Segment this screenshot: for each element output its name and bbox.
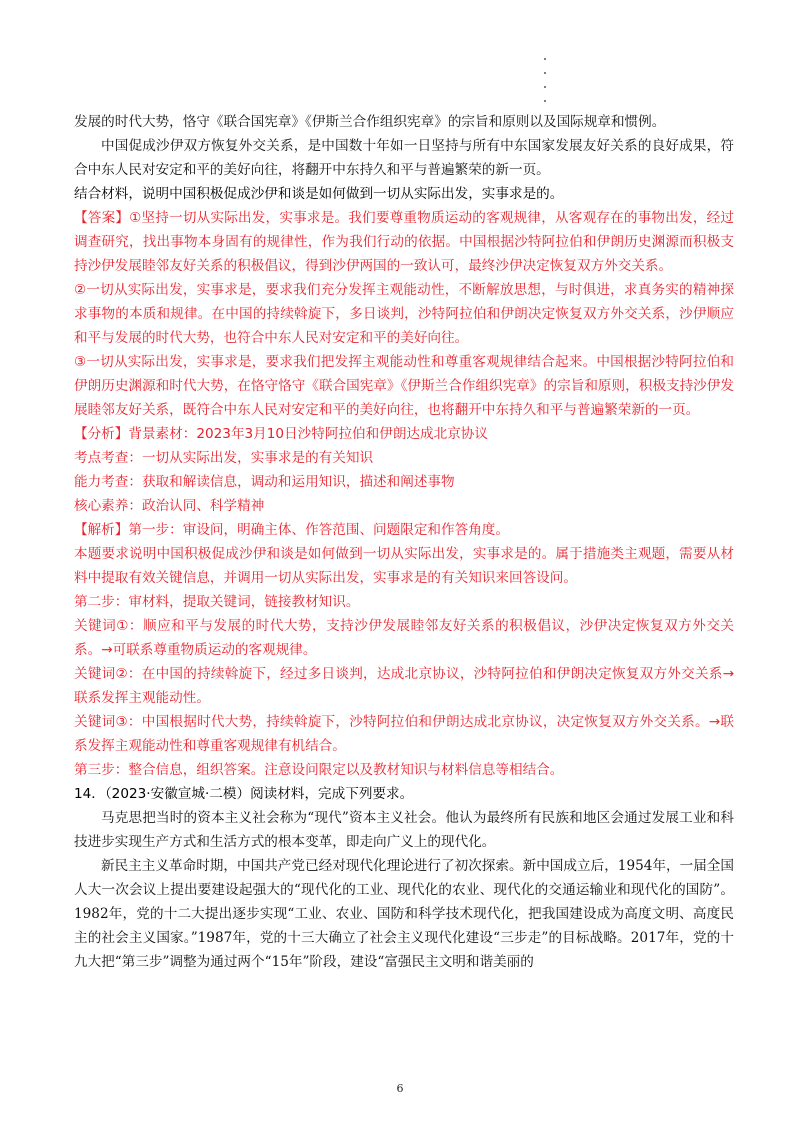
question-14-heading: 14．（2023·安徽宣城·二模）阅读材料，完成下列要求。 — [74, 786, 414, 802]
top-continuation: 发展的时代大势，恪守《联合国宪章》《伊斯兰合作组织宪章》的宗旨和原则以及国际规章和惯例。 — [74, 114, 666, 130]
analysis-ability: 能力考查：获取和解读信息，调动和运用知识，描述和阐述事物 — [74, 474, 455, 490]
decorative-dots — [542, 58, 548, 114]
analysis-literacy: 核心素养：政治认同、科学精神 — [74, 498, 265, 514]
analysis-keyword-3: 关键词③：中国根据时代大势，持续斡旋下，沙特阿拉伯和伊朗达成北京协议，决定恢复双方外交关系。→联系发挥主观能动性和尊重客观规律有机结合。 — [74, 714, 734, 754]
material-paragraph: 中国促成沙伊双方恢复外交关系，是中国数十年如一日坚持与所有中东国家发展友好关系的良好成果，符合中东人民对安定和平的美好向往，将翻开中东持久和平与普遍繁荣的新一页。 — [74, 138, 734, 178]
analysis-knowledge: 考点考查：一切从实际出发，实事求是的有关知识 — [74, 450, 374, 466]
answer-point-2: ②一切从实际出发，实事求是，要求我们充分发挥主观能动性，不断解放思想，与时俱进，求真务实的精神探求事物的本质和规律。在中国的持续斡旋下，多日谈判，沙特阿拉伯和伊朗决定恢复双方外交关系，沙伊顺应和平与发展的时代大势，也符合中东人民对安定和平的美好向往。 — [74, 282, 734, 346]
question-14-para-1: 马克思把当时的资本主义社会称为“现代”资本主义社会。他认为最终所有民族和地区会通过发展工业和科技进步实现生产方式和生活方式的根本变革，即走向广义上的现代化。 — [74, 810, 734, 850]
analysis-keyword-2: 关键词②：在中国的持续斡旋下，经过多日谈判，达成北京协议，沙特阿拉伯和伊朗决定恢复双方外交关系→联系发挥主观能动性。 — [74, 666, 734, 706]
analysis-step3: 第三步：整合信息，组织答案。注意设问限定以及教材知识与材料信息等相结合。 — [74, 762, 564, 778]
question-text: 结合材料，说明中国积极促成沙伊和谈是如何做到一切从实际出发，实事求是的。 — [74, 186, 564, 202]
document-page — [74, 110, 734, 974]
question-14-para-2: 新民主主义革命时期，中国共产党已经对现代化理论进行了初次探索。新中国成立后，1954年，一届全国人大一次会议上提出要建设起强大的“现代化的工业、现代化的农业、现代化的交通运输业和现代化的国防”。1982年，党的十二大提出逐步实现“工业、农业、国防和科学技术现代化，把我国建设成为高度文明、高度民主的社会主义国家。”1987年，党的十三大确立了社会主义现代化建设“三步走”的目标战略。2017年，党的十九大把“第三步”调整为通过两个“15年”阶段，建设“富强民主文明和谐美丽的 — [74, 858, 734, 970]
page-number: 6 — [396, 1082, 404, 1095]
answer-point-3: ③一切从实际出发，实事求是，要求我们把发挥主观能动性和尊重客观规律结合起来。中国根据沙特阿拉伯和伊朗历史渊源和时代大势，在恪守恪守《联合国宪章》《伊斯兰合作组织宪章》的宗旨和原则，积极支持沙伊发展睦邻友好关系，既符合中东人民对安定和平的美好向往，也将翻开中东持久和平与普遍繁荣新的一页。 — [74, 354, 734, 418]
analysis-step1-detail: 本题要求说明中国积极促成沙伊和谈是如何做到一切从实际出发，实事求是的。属于措施类主观题，需要从材料中提取有效关键信息，并调用一切从实际出发，实事求是的有关知识来回答设问。 — [74, 546, 734, 586]
answer-point-1: 【答案】①坚持一切从实际出发，实事求是。我们要尊重物质运动的客观规律，从客观存在的事物出发，经过调查研究，找出事物本身固有的规律性，作为我们行动的依据。中国根据沙特阿拉伯和伊朗历史渊源而积极支持沙伊发展睦邻友好关系的积极倡议，得到沙伊两国的一致认可，最终沙伊决定恢复双方外交关系。 — [74, 210, 734, 274]
analysis-keyword-1: 关键词①：顺应和平与发展的时代大势，支持沙伊发展睦邻友好关系的积极倡议，沙伊决定恢复双方外交关系。→可联系尊重物质运动的客观规律。 — [74, 618, 734, 658]
analysis-step2: 第二步：审材料，提取关键词，链接教材知识。 — [74, 594, 360, 610]
analysis-background: 【分析】背景素材：2023年3月10日沙特阿拉伯和伊朗达成北京协议 — [74, 426, 488, 442]
analysis-step1: 【解析】第一步：审设问，明确主体、作答范围、问题限定和作答角度。 — [74, 522, 509, 538]
